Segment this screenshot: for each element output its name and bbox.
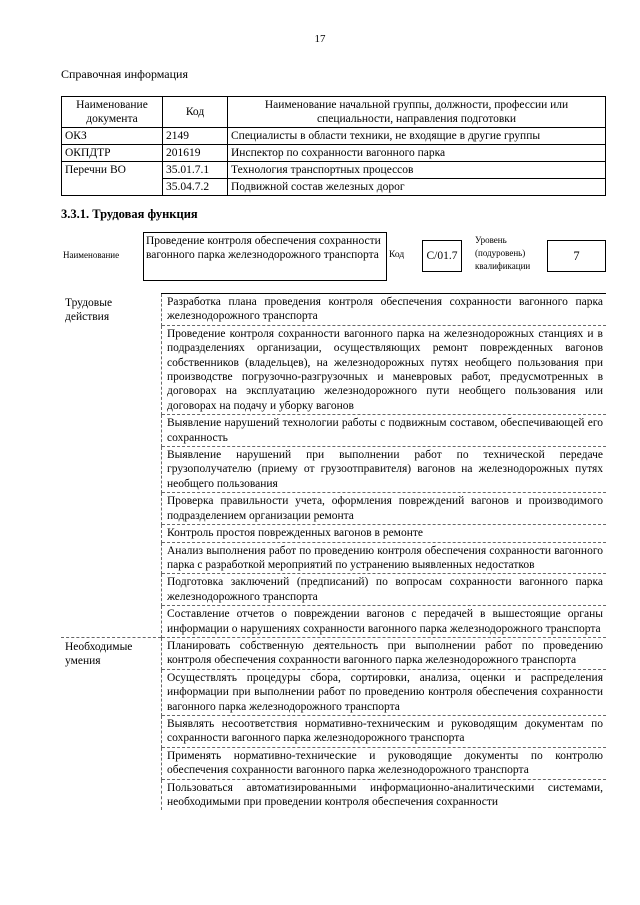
level-label: Уровень (подуровень) квалификации: [475, 235, 531, 271]
ref-doc: ОКПДТР: [62, 145, 163, 162]
labor-function-table: [61, 293, 606, 810]
header-document: Наименование документа: [62, 97, 163, 128]
skill-item: Применять нормативно-технические и руководящие документы по контролю обеспечения сохранности вагонного парка железнодорожного транспорта: [162, 747, 607, 779]
ref-name: Инспектор по сохранности вагонного парка: [228, 145, 606, 162]
reference-title: Справочная информация: [61, 67, 188, 81]
ref-code: 35.01.7.1: [163, 162, 228, 179]
skill-item: Планировать собственную деятельность при выполнении работ по проведению контроля обеспечения сохранности вагонного парка железнодорожного транспорта: [162, 637, 607, 669]
ref-doc: Перечни ВО: [62, 162, 163, 196]
ref-doc: ОКЗ: [62, 128, 163, 145]
table-row: [62, 162, 606, 179]
header-code: Код: [163, 97, 228, 128]
code-label: Код: [389, 250, 405, 260]
labor-action: Проведение контроля сохранности вагонного парка на железнодорожных станциях и в подразделениях организации, осуществляющих ремонт поврежденных вагонов собственников (владельцев), на железнодорожных путях необщего пользования при производстве погрузочно-разгрузочных и маневровых работ, предусмотренных в договорах на эксплуатацию железнодорожного пути необщего пользования или договорах на подачу и уборку вагонов: [162, 325, 607, 414]
ref-name: Специалисты в области техники, не входящие в другие группы: [228, 128, 606, 145]
table-row: [61, 637, 606, 669]
qualification-level: 7: [547, 240, 606, 272]
labor-action: Выявление нарушений технологии работы с подвижным составом, обеспечивающей его сохранность: [162, 415, 607, 447]
page-number: 17: [314, 33, 326, 45]
labor-function-header: [61, 232, 606, 282]
labor-action: Проверка правильности учета, оформления повреждений вагонов и производимого подразделением организации ремонта: [162, 493, 607, 525]
header-name: Наименование начальной группы, должности, профессии или специальности, направления подготовки: [228, 97, 606, 128]
ref-code: 35.04.7.2: [163, 179, 228, 196]
labor-action: Составление отчетов о повреждении вагонов с передачей в вышестоящие органы информации о нарушениях сохранности вагонного парка железнодорожного транспорта: [162, 606, 607, 638]
table-row: [61, 294, 606, 326]
skill-item: Пользоваться автоматизированными информационно-аналитическими системами, необходимыми при проведении контроля обеспечения сохранности: [162, 779, 607, 810]
ref-name: Подвижной состав железных дорог: [228, 179, 606, 196]
labor-actions-label: Трудовые действия: [65, 296, 113, 323]
function-code: C/01.7: [422, 240, 462, 272]
labor-action: Разработка плана проведения контроля обеспечения сохранности вагонного парка железнодорожного транспорта: [162, 294, 607, 326]
function-name: Проведение контроля обеспечения сохранности вагонного парка железнодорожного транспорта: [143, 232, 387, 281]
skill-item: Выявлять несоответствия нормативно-техническим и руководящим документам по сохранности вагонного парка железнодорожного транспорта: [162, 715, 607, 747]
ref-code: 2149: [163, 128, 228, 145]
name-label: Наименование: [63, 250, 120, 260]
ref-name: Технология транспортных процессов: [228, 162, 606, 179]
labor-action: Анализ выполнения работ по проведению контроля обеспечения сохранности вагонного парка с разработкой мероприятий по устранению выявленных недостатков: [162, 542, 607, 574]
labor-action: Выявление нарушений при выполнении работ по технической передаче грузополучателю (приему от грузоотправителя) вагонов на железнодорожных путях необщего пользования: [162, 447, 607, 493]
section-title: 3.3.1. Трудовая функция: [61, 207, 198, 221]
skills-label: Необходимые умения: [61, 637, 162, 810]
table-row: [62, 128, 606, 145]
table-row: [62, 145, 606, 162]
labor-action: Подготовка заключений (предписаний) по вопросам сохранности вагонного парка железнодорожного транспорта: [162, 574, 607, 606]
skill-item: Осуществлять процедуры сбора, сортировки, анализа, оценки и распределения информации при выполнении работ по проведению контроля обеспечения сохранности вагонного парка железнодорожного транспорта: [162, 669, 607, 715]
ref-code: 201619: [163, 145, 228, 162]
labor-action: Контроль простоя поврежденных вагонов в ремонте: [162, 525, 607, 542]
reference-table: [61, 96, 606, 196]
